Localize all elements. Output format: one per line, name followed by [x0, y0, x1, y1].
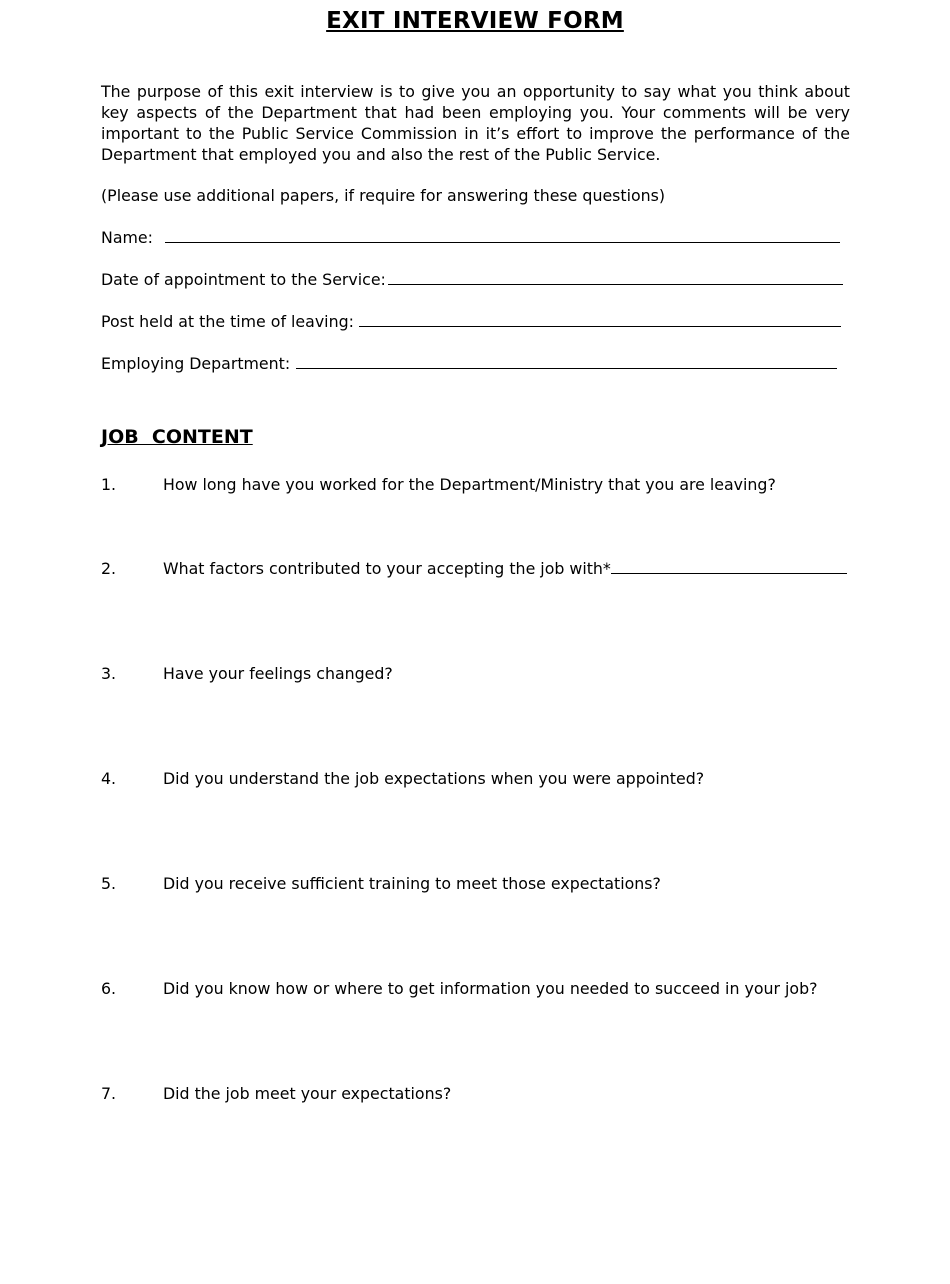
name-label: Name:	[101, 228, 153, 247]
question-item	[101, 664, 393, 683]
date-of-appointment-label: Date of appointment to the Service:	[101, 270, 386, 289]
job-content-heading: JOB CONTENT	[101, 426, 253, 448]
date-of-appointment-row	[101, 270, 843, 289]
question-number: 7.	[101, 1084, 117, 1103]
intro-paragraph: The purpose of this exit interview is to give you an opportunity to say what you think about key aspects of the Department that had been employing you. Your comments will be very important to the Public Service Commission in it’s effort to improve the performance of the Department that employed you and also the rest of the Public Service.	[101, 82, 850, 164]
question-number: 2.	[101, 559, 117, 578]
question-item	[101, 475, 776, 494]
date-of-appointment-blank-line[interactable]	[388, 270, 843, 285]
post-held-label: Post held at the time of leaving:	[101, 312, 354, 331]
additional-papers-note: (Please use additional papers, if require for answering these questions)	[101, 186, 666, 205]
employer-blank-line[interactable]	[611, 559, 847, 574]
question-item	[101, 769, 704, 788]
post-held-row	[101, 312, 841, 331]
employing-department-blank-line[interactable]	[296, 354, 837, 369]
question-number: 3.	[101, 664, 117, 683]
question-item	[101, 874, 661, 893]
question-number: 4.	[101, 769, 117, 788]
employing-department-row	[101, 354, 837, 373]
question-number: 5.	[101, 874, 117, 893]
question-text: Have your feelings changed?	[163, 664, 393, 683]
question-number: 6.	[101, 979, 117, 998]
question-text: Did you receive sufficient training to meet those expectations?	[163, 874, 661, 893]
question-item	[101, 1084, 451, 1103]
question-text: Did you know how or where to get information you needed to succeed in your job?	[163, 979, 818, 998]
question-text: Did the job meet your expectations?	[163, 1084, 452, 1103]
name-field-row	[101, 228, 840, 247]
form-title: EXIT INTERVIEW FORM	[326, 8, 624, 34]
post-held-blank-line[interactable]	[359, 312, 841, 327]
question-number: 1.	[101, 475, 117, 494]
question-item	[101, 979, 817, 998]
name-blank-line[interactable]	[165, 228, 840, 243]
question-text: Did you understand the job expectations when you were appointed?	[163, 769, 705, 788]
employing-department-label: Employing Department:	[101, 354, 291, 373]
question-text: How long have you worked for the Department/Ministry that you are leaving?	[163, 475, 776, 494]
question-item	[101, 559, 847, 578]
question-text: What factors contributed to your accepting the job with*	[163, 559, 611, 578]
